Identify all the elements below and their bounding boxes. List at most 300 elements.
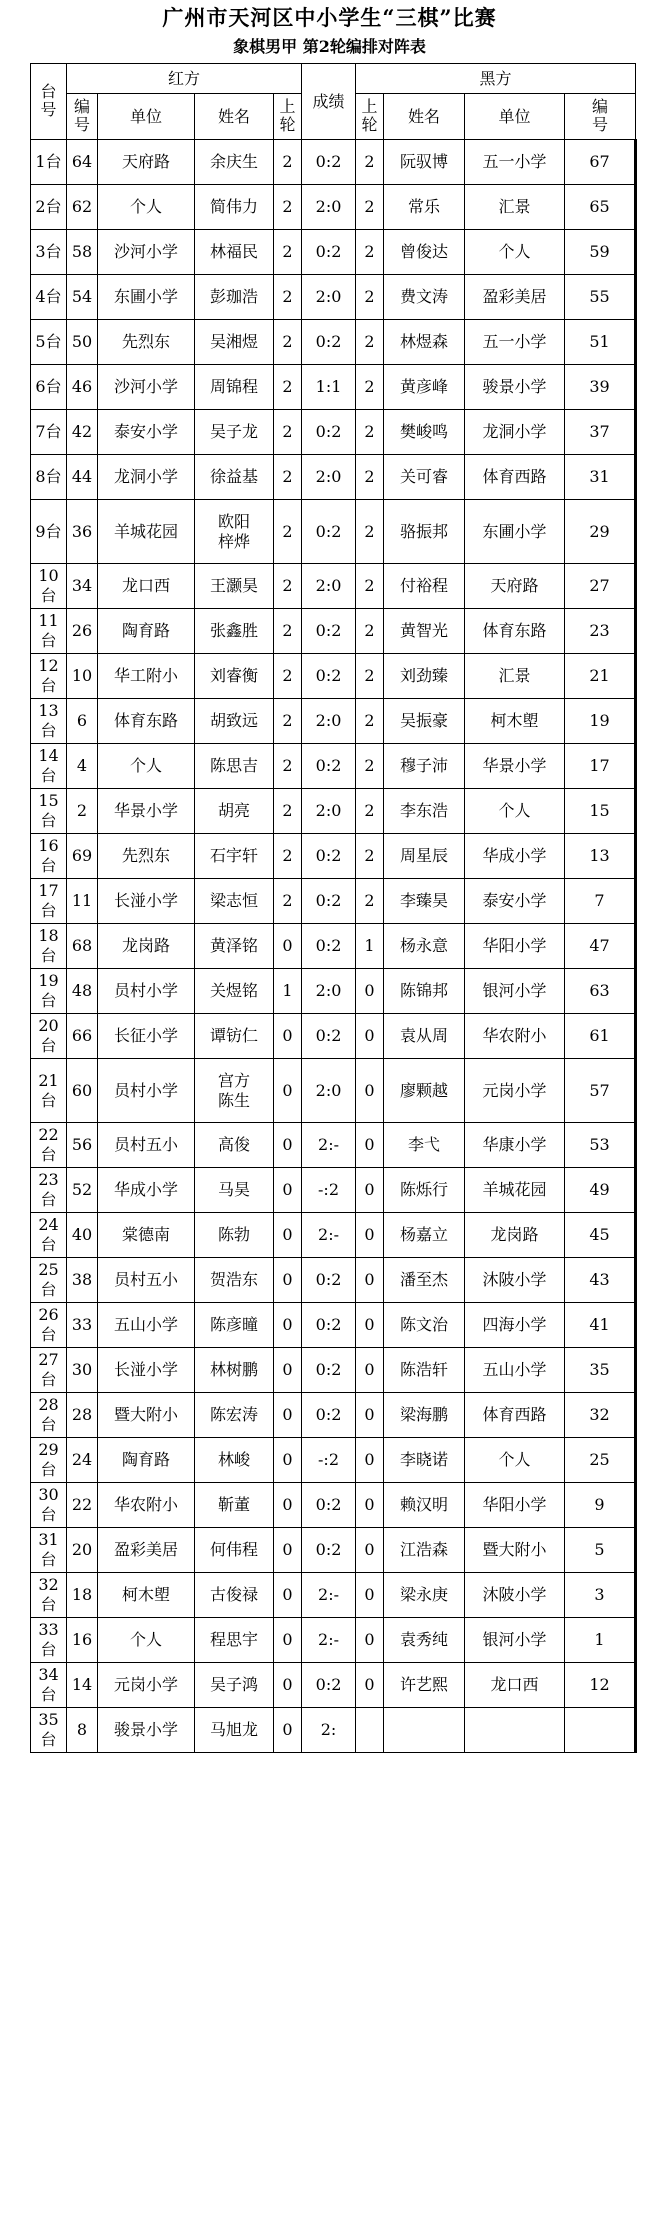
black-number-cell: 23: [565, 609, 636, 654]
black-unit-header: 单位: [465, 94, 565, 140]
black-last-round-cell: 0: [356, 1573, 384, 1618]
red-unit-header: 单位: [98, 94, 195, 140]
black-unit-cell: 华阳小学: [465, 924, 565, 969]
black-name-cell: 杨嘉立: [384, 1213, 465, 1258]
result-header: 成绩: [302, 64, 356, 140]
black-name-cell: 赖汉明: [384, 1483, 465, 1528]
board-cell: 20台: [31, 1014, 67, 1059]
black-name-cell: 袁秀纯: [384, 1618, 465, 1663]
black-last-round-cell: 2: [356, 744, 384, 789]
red-name-cell: 简伟力: [195, 185, 274, 230]
black-name-cell: 阮驭博: [384, 140, 465, 185]
table-row: [31, 564, 636, 609]
red-unit-cell: 华景小学: [98, 789, 195, 834]
red-unit-cell: 员村五小: [98, 1258, 195, 1303]
result-cell: 0:2: [302, 1393, 356, 1438]
board-cell: 10台: [31, 564, 67, 609]
result-cell: 0:2: [302, 1258, 356, 1303]
black-unit-cell: 沐陂小学: [465, 1258, 565, 1303]
red-number-cell: 38: [67, 1258, 98, 1303]
black-number-cell: 55: [565, 275, 636, 320]
black-unit-cell: 东圃小学: [465, 500, 565, 564]
black-unit-cell: 龙洞小学: [465, 410, 565, 455]
black-last-round-cell: 0: [356, 1014, 384, 1059]
board-cell: 11台: [31, 609, 67, 654]
result-cell: 0:2: [302, 410, 356, 455]
red-name-cell: 古俊禄: [195, 1573, 274, 1618]
table-row: [31, 1303, 636, 1348]
board-cell: 32台: [31, 1573, 67, 1618]
table-row: [31, 1708, 636, 1753]
red-name-text: 宫方陈生: [217, 1070, 250, 1110]
red-last-round-cell: 2: [274, 320, 302, 365]
black-unit-cell: 四海小学: [465, 1303, 565, 1348]
board-cell: 12台: [31, 654, 67, 699]
red-name-cell: 徐益基: [195, 455, 274, 500]
black-number-header: 编号: [565, 94, 636, 140]
black-name-cell: 樊峻鸣: [384, 410, 465, 455]
black-unit-cell: 银河小学: [465, 1618, 565, 1663]
red-last-round-cell: 2: [274, 185, 302, 230]
red-name-cell: 靳董: [195, 1483, 274, 1528]
red-name-cell: 吴子鸿: [195, 1663, 274, 1708]
black-last-round-cell: 2: [356, 564, 384, 609]
black-unit-cell: 龙岗路: [465, 1213, 565, 1258]
red-number-cell: 46: [67, 365, 98, 410]
red-name-cell: 林树鹏: [195, 1348, 274, 1393]
black-number-cell: 51: [565, 320, 636, 365]
result-cell: 2:-: [302, 1213, 356, 1258]
board-cell: 7台: [31, 410, 67, 455]
black-unit-cell: 泰安小学: [465, 879, 565, 924]
black-last-round-cell: 0: [356, 1213, 384, 1258]
red-last-round-cell: 2: [274, 410, 302, 455]
black-last-round-cell: 2: [356, 609, 384, 654]
board-cell: 5台: [31, 320, 67, 365]
board-cell: 8台: [31, 455, 67, 500]
red-unit-cell: 个人: [98, 1618, 195, 1663]
result-cell: 0:2: [302, 230, 356, 275]
black-number-cell: 37: [565, 410, 636, 455]
board-cell: 18台: [31, 924, 67, 969]
red-last-round-cell: 0: [274, 1528, 302, 1573]
board-cell: 6台: [31, 365, 67, 410]
black-number-cell: 27: [565, 564, 636, 609]
black-number-cell: 15: [565, 789, 636, 834]
result-cell: -:2: [302, 1438, 356, 1483]
black-unit-cell: 骏景小学: [465, 365, 565, 410]
result-cell: 0:2: [302, 140, 356, 185]
result-cell: 2:-: [302, 1618, 356, 1663]
black-unit-cell: 沐陂小学: [465, 1573, 565, 1618]
red-last-round-cell: 0: [274, 1663, 302, 1708]
black-unit-cell: 华景小学: [465, 744, 565, 789]
red-last-round-cell: 1: [274, 969, 302, 1014]
black-number-cell: 49: [565, 1168, 636, 1213]
red-name-cell: 吴湘煜: [195, 320, 274, 365]
black-number-cell: 57: [565, 1059, 636, 1123]
red-number-cell: 33: [67, 1303, 98, 1348]
red-unit-cell: 陶育路: [98, 1438, 195, 1483]
black-unit-cell: 天府路: [465, 564, 565, 609]
black-last-round-cell: 2: [356, 275, 384, 320]
table-row: [31, 1213, 636, 1258]
red-number-cell: 26: [67, 609, 98, 654]
table-row: [31, 1393, 636, 1438]
table-row: [31, 789, 636, 834]
board-cell: 21台: [31, 1059, 67, 1123]
board-cell: 23台: [31, 1168, 67, 1213]
page-subtitle: 象棋男甲 第2轮编排对阵表: [233, 37, 426, 56]
red-name-cell: 王灏昊: [195, 564, 274, 609]
black-name-cell: 曾俊达: [384, 230, 465, 275]
red-last-round-cell: 2: [274, 879, 302, 924]
board-cell: 2台: [31, 185, 67, 230]
board-header: 台号: [31, 64, 67, 140]
red-unit-cell: 长征小学: [98, 1014, 195, 1059]
red-last-round-cell: 2: [274, 654, 302, 699]
black-last-round-cell: 2: [356, 789, 384, 834]
black-name-cell: 周星辰: [384, 834, 465, 879]
red-name-cell: [195, 500, 274, 564]
table-row: [31, 1059, 636, 1123]
black-number-cell: 9: [565, 1483, 636, 1528]
board-cell: 14台: [31, 744, 67, 789]
red-unit-cell: 羊城花园: [98, 500, 195, 564]
black-unit-cell: 个人: [465, 1438, 565, 1483]
table-row: [31, 609, 636, 654]
red-name-cell: 陈彦曈: [195, 1303, 274, 1348]
red-unit-cell: 沙河小学: [98, 230, 195, 275]
red-last-round-cell: 2: [274, 609, 302, 654]
red-last-round-cell: 2: [274, 500, 302, 564]
red-number-cell: 58: [67, 230, 98, 275]
red-number-cell: 30: [67, 1348, 98, 1393]
board-cell: 15台: [31, 789, 67, 834]
red-name-header: 姓名: [195, 94, 274, 140]
red-last-round-cell: 0: [274, 1573, 302, 1618]
black-last-round-cell: 1: [356, 924, 384, 969]
black-last-round-cell: 0: [356, 1618, 384, 1663]
red-name-cell: 石宇轩: [195, 834, 274, 879]
black-unit-cell: 五一小学: [465, 320, 565, 365]
table-row: [31, 834, 636, 879]
table-row: [31, 654, 636, 699]
pairing-table: [30, 63, 637, 1753]
red-last-round-cell: 2: [274, 564, 302, 609]
red-last-round-cell: 0: [274, 924, 302, 969]
black-number-cell: 31: [565, 455, 636, 500]
board-cell: 29台: [31, 1438, 67, 1483]
black-unit-cell: 元岗小学: [465, 1059, 565, 1123]
result-cell: 0:2: [302, 924, 356, 969]
black-last-round-cell: 0: [356, 1393, 384, 1438]
red-number-cell: 22: [67, 1483, 98, 1528]
black-last-round-cell: 0: [356, 1123, 384, 1168]
red-last-round-cell: 0: [274, 1123, 302, 1168]
red-unit-cell: 龙洞小学: [98, 455, 195, 500]
red-number-cell: 42: [67, 410, 98, 455]
red-number-cell: 2: [67, 789, 98, 834]
black-number-cell: 7: [565, 879, 636, 924]
black-last-round-cell: 2: [356, 320, 384, 365]
red-name-cell: 林福民: [195, 230, 274, 275]
black-last-round-cell: 0: [356, 1528, 384, 1573]
red-number-cell: 24: [67, 1438, 98, 1483]
black-number-cell: 47: [565, 924, 636, 969]
board-cell: 28台: [31, 1393, 67, 1438]
red-number-cell: 62: [67, 185, 98, 230]
red-last-round-cell: 0: [274, 1483, 302, 1528]
table-row: [31, 924, 636, 969]
red-number-cell: 18: [67, 1573, 98, 1618]
red-last-round-cell: 0: [274, 1014, 302, 1059]
result-cell: 0:2: [302, 834, 356, 879]
black-name-cell: 许艺熙: [384, 1663, 465, 1708]
black-last-round-cell: [356, 1708, 384, 1753]
table-row: [31, 320, 636, 365]
red-unit-cell: 柯木塱: [98, 1573, 195, 1618]
black-number-cell: 67: [565, 140, 636, 185]
board-cell: 26台: [31, 1303, 67, 1348]
red-unit-cell: 个人: [98, 185, 195, 230]
red-last-round-cell: 0: [274, 1059, 302, 1123]
red-unit-cell: 棠德南: [98, 1213, 195, 1258]
page-title: 广州市天河区中小学生“三棋”比赛: [162, 5, 497, 30]
red-unit-cell: 五山小学: [98, 1303, 195, 1348]
black-unit-cell: 龙口西: [465, 1663, 565, 1708]
table-row: [31, 1348, 636, 1393]
board-cell: 3台: [31, 230, 67, 275]
black-unit-cell: 汇景: [465, 185, 565, 230]
black-last-round-cell: 2: [356, 834, 384, 879]
result-cell: 2:0: [302, 455, 356, 500]
result-cell: -:2: [302, 1168, 356, 1213]
black-name-cell: 黄智光: [384, 609, 465, 654]
red-name-cell: 余庆生: [195, 140, 274, 185]
red-last-round-cell: 2: [274, 140, 302, 185]
black-unit-cell: 盈彩美居: [465, 275, 565, 320]
black-name-cell: 潘至杰: [384, 1258, 465, 1303]
black-number-cell: 17: [565, 744, 636, 789]
red-number-header: 编号: [67, 94, 98, 140]
red-number-cell: 64: [67, 140, 98, 185]
table-row: [31, 230, 636, 275]
black-number-cell: 63: [565, 969, 636, 1014]
black-name-cell: 付裕程: [384, 564, 465, 609]
black-number-cell: 5: [565, 1528, 636, 1573]
black-unit-cell: 体育西路: [465, 1393, 565, 1438]
black-number-cell: 13: [565, 834, 636, 879]
red-unit-cell: 华农附小: [98, 1483, 195, 1528]
red-unit-cell: 暨大附小: [98, 1393, 195, 1438]
result-cell: 2:: [302, 1708, 356, 1753]
red-name-cell: 关煜铭: [195, 969, 274, 1014]
black-number-cell: 3: [565, 1573, 636, 1618]
black-last-round-cell: 2: [356, 140, 384, 185]
table-row: [31, 140, 636, 185]
red-name-cell: 陈思吉: [195, 744, 274, 789]
red-number-cell: 28: [67, 1393, 98, 1438]
red-unit-cell: 盈彩美居: [98, 1528, 195, 1573]
black-last-round-cell: 0: [356, 1348, 384, 1393]
black-number-cell: 43: [565, 1258, 636, 1303]
red-name-cell: 贺浩东: [195, 1258, 274, 1303]
black-name-cell: 江浩森: [384, 1528, 465, 1573]
red-name-cell: 梁志恒: [195, 879, 274, 924]
red-unit-cell: 员村五小: [98, 1123, 195, 1168]
board-cell: 24台: [31, 1213, 67, 1258]
red-unit-cell: 元岗小学: [98, 1663, 195, 1708]
red-number-cell: 20: [67, 1528, 98, 1573]
black-last-round-cell: 2: [356, 365, 384, 410]
table-row: [31, 275, 636, 320]
black-name-cell: 李弋: [384, 1123, 465, 1168]
black-last-round-cell: 2: [356, 500, 384, 564]
red-side-header: 红方: [67, 64, 302, 94]
result-cell: 0:2: [302, 879, 356, 924]
black-unit-cell: 柯木塱: [465, 699, 565, 744]
red-number-cell: 50: [67, 320, 98, 365]
black-unit-cell: 华康小学: [465, 1123, 565, 1168]
table-row: [31, 410, 636, 455]
red-unit-cell: 骏景小学: [98, 1708, 195, 1753]
black-name-cell: 刘劲臻: [384, 654, 465, 699]
red-last-round-header: 上轮: [274, 94, 302, 140]
black-name-cell: 吴振豪: [384, 699, 465, 744]
black-name-cell: 陈浩轩: [384, 1348, 465, 1393]
red-last-round-cell: 0: [274, 1438, 302, 1483]
result-cell: 2:0: [302, 1059, 356, 1123]
red-name-cell: 林峻: [195, 1438, 274, 1483]
table-row: [31, 1258, 636, 1303]
black-last-round-header: 上轮: [356, 94, 384, 140]
red-unit-cell: 员村小学: [98, 1059, 195, 1123]
red-number-cell: 48: [67, 969, 98, 1014]
table-row: [31, 185, 636, 230]
black-unit-cell: 羊城花园: [465, 1168, 565, 1213]
black-name-cell: [384, 1708, 465, 1753]
result-cell: 0:2: [302, 320, 356, 365]
pairing-rows: [31, 140, 636, 1753]
board-cell: 17台: [31, 879, 67, 924]
red-number-cell: 14: [67, 1663, 98, 1708]
result-cell: 0:2: [302, 1348, 356, 1393]
black-number-cell: 32: [565, 1393, 636, 1438]
table-row: [31, 879, 636, 924]
black-last-round-cell: 2: [356, 455, 384, 500]
result-cell: 2:0: [302, 185, 356, 230]
result-cell: 2:-: [302, 1123, 356, 1168]
board-cell: 25台: [31, 1258, 67, 1303]
result-cell: 2:0: [302, 275, 356, 320]
red-number-cell: 54: [67, 275, 98, 320]
black-number-cell: [565, 1708, 636, 1753]
table-row: [31, 500, 636, 564]
table-row: [31, 1483, 636, 1528]
black-name-cell: 陈烁行: [384, 1168, 465, 1213]
red-last-round-cell: 0: [274, 1258, 302, 1303]
table-row: [31, 1618, 636, 1663]
red-number-cell: 36: [67, 500, 98, 564]
red-number-cell: 56: [67, 1123, 98, 1168]
red-name-cell: 周锦程: [195, 365, 274, 410]
black-name-cell: 林煜森: [384, 320, 465, 365]
black-unit-cell: 华阳小学: [465, 1483, 565, 1528]
table-row: [31, 1528, 636, 1573]
black-number-cell: 45: [565, 1213, 636, 1258]
black-unit-cell: 体育西路: [465, 455, 565, 500]
black-number-cell: 41: [565, 1303, 636, 1348]
red-name-cell: 马昊: [195, 1168, 274, 1213]
black-last-round-cell: 2: [356, 410, 384, 455]
red-last-round-cell: 0: [274, 1168, 302, 1213]
table-row: [31, 744, 636, 789]
black-name-cell: 陈锦邦: [384, 969, 465, 1014]
black-name-cell: 穆子沛: [384, 744, 465, 789]
black-unit-cell: 华农附小: [465, 1014, 565, 1059]
black-last-round-cell: 0: [356, 1258, 384, 1303]
red-unit-cell: 陶育路: [98, 609, 195, 654]
result-cell: 2:0: [302, 564, 356, 609]
red-number-cell: 34: [67, 564, 98, 609]
black-number-cell: 65: [565, 185, 636, 230]
red-last-round-cell: 2: [274, 744, 302, 789]
red-unit-cell: 先烈东: [98, 320, 195, 365]
black-number-cell: 1: [565, 1618, 636, 1663]
board-cell: 31台: [31, 1528, 67, 1573]
black-name-cell: 常乐: [384, 185, 465, 230]
black-number-cell: 61: [565, 1014, 636, 1059]
black-number-cell: 39: [565, 365, 636, 410]
black-number-cell: 12: [565, 1663, 636, 1708]
black-unit-cell: 华成小学: [465, 834, 565, 879]
board-cell: 4台: [31, 275, 67, 320]
red-unit-cell: 华成小学: [98, 1168, 195, 1213]
black-last-round-cell: 0: [356, 1483, 384, 1528]
red-number-cell: 11: [67, 879, 98, 924]
black-last-round-cell: 2: [356, 699, 384, 744]
red-unit-cell: 长湴小学: [98, 879, 195, 924]
red-unit-cell: 先烈东: [98, 834, 195, 879]
black-last-round-cell: 0: [356, 1168, 384, 1213]
red-name-cell: 胡致远: [195, 699, 274, 744]
red-number-cell: 8: [67, 1708, 98, 1753]
black-last-round-cell: 0: [356, 1663, 384, 1708]
result-cell: 0:2: [302, 654, 356, 699]
black-unit-cell: 个人: [465, 230, 565, 275]
result-cell: 2:0: [302, 969, 356, 1014]
table-row: [31, 1663, 636, 1708]
black-unit-cell: 汇景: [465, 654, 565, 699]
red-number-cell: 60: [67, 1059, 98, 1123]
black-name-cell: 黄彦峰: [384, 365, 465, 410]
table-row: [31, 1438, 636, 1483]
board-cell: 22台: [31, 1123, 67, 1168]
red-name-cell: 高俊: [195, 1123, 274, 1168]
board-cell: 13台: [31, 699, 67, 744]
black-number-cell: 53: [565, 1123, 636, 1168]
red-last-round-cell: 0: [274, 1708, 302, 1753]
red-last-round-cell: 2: [274, 834, 302, 879]
black-unit-cell: 银河小学: [465, 969, 565, 1014]
black-name-cell: 骆振邦: [384, 500, 465, 564]
black-number-cell: 59: [565, 230, 636, 275]
board-cell: 27台: [31, 1348, 67, 1393]
red-last-round-cell: 0: [274, 1303, 302, 1348]
black-unit-cell: 体育东路: [465, 609, 565, 654]
black-name-cell: 陈文治: [384, 1303, 465, 1348]
